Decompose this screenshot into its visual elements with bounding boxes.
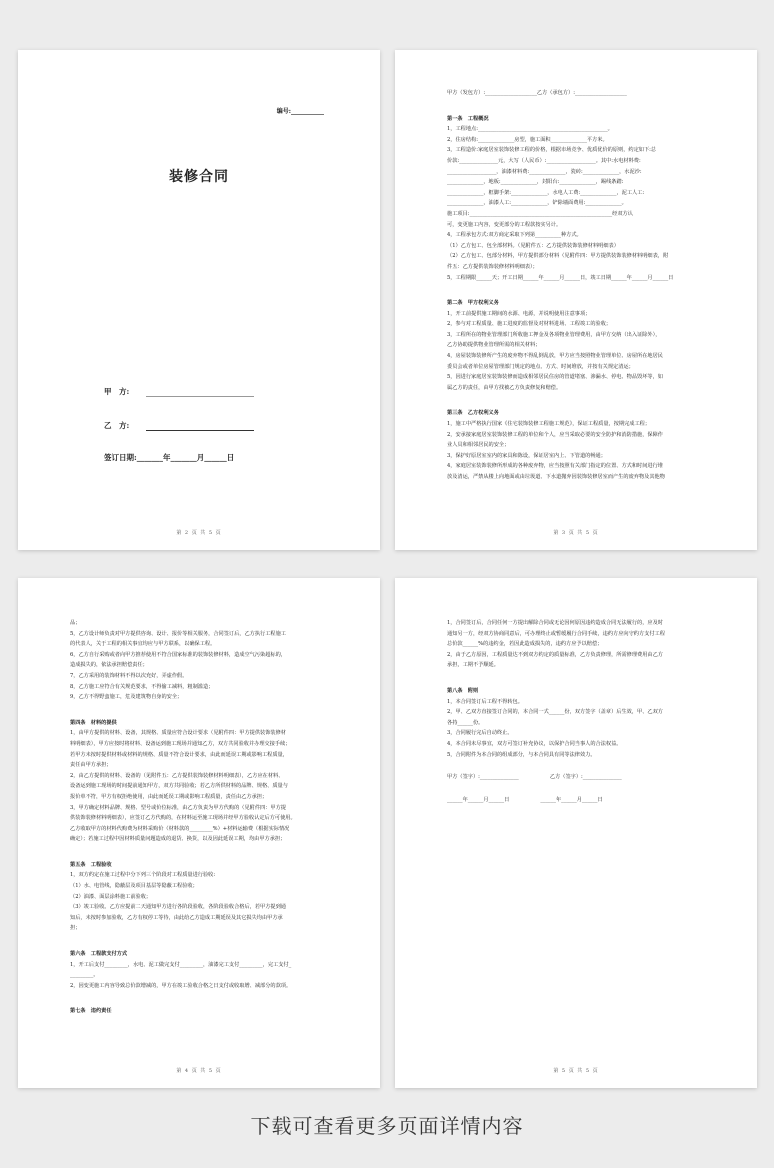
page-footer: 第 4 页 共 5 页	[176, 1068, 222, 1074]
spacer	[447, 393, 705, 399]
text-line: 可，变更施工内容，变更部分的工程款按实另计。	[447, 221, 562, 228]
download-banner: 下载可查看更多页面详情内容	[250, 1114, 524, 1138]
spacer	[70, 703, 328, 709]
text-line: 4，工程承包方式:双方商定采取下列第__________种方式。	[447, 232, 582, 239]
party-a-line	[146, 388, 254, 397]
page-footer: 第 2 页 共 5 页	[176, 530, 222, 536]
text-line: 1，工程地点:__________________________________________________。	[447, 126, 613, 133]
page-body	[447, 88, 705, 483]
text-line: 9，乙方不得野蛮施工，危及建筑物自身的安全；	[70, 694, 183, 701]
text-line: 5，合同附件为本合同的组成部分，与本合同具有同等法律效力。	[447, 751, 596, 758]
text-line: 8，乙方施工应符合有关规范要求，不得偷工减料，粗制滥造；	[70, 683, 214, 690]
text-line: 1，本合同签订后工程不得转包。	[447, 698, 523, 705]
text-line: （1）乙方包工、包全部材料。（见附件五：乙方提供装饰装修材料明细表）	[447, 242, 619, 249]
page-cover	[18, 50, 380, 550]
text-line: 甲方（签字）:_______________ 乙方（签字）:_______________	[447, 774, 622, 781]
text-line: 若甲方未按时提供材料或材料的规格、质量不符合设计要求，由此而延误工期或影响工程质量，	[70, 751, 288, 758]
text-line: 乙方协助提供物业管理所需的相关材料；	[447, 342, 541, 349]
party-b-line	[146, 422, 254, 431]
text-line: ______________，油漆人工:______________，铲除墙面费用:______________。	[447, 200, 627, 207]
sign-date-field: 签订日期:_______年_______月______日	[104, 453, 235, 462]
text-line: 6，乙方自行采购或者向甲方推荐使用不符合国家标准的装饰装修材料，造成空气污染超标的，	[70, 651, 286, 658]
text-line: 总价款______%的违约金，若因此造成损失的，违约方应予以赔偿；	[447, 641, 603, 648]
text-line: 7，乙方采用的装饰材料不得以次充好，弄虚作假。	[70, 672, 188, 679]
text-line: 2，甲、乙双方直接签订合同的，本合同一式______份，双方签字（盖章）后生效，甲、乙双方	[447, 709, 663, 716]
page-body	[447, 618, 705, 805]
text-line: ___________________，油漆材料费:______________，瓷砖:______________，水泥沙:	[447, 168, 642, 175]
text-line: 2，住房结构:______________房型，施工面积______________平方米。	[447, 136, 608, 143]
text-line: 通知另一方，经双方协商同意后，可办理终止或暂缓履行合同手续，违约方应向守约方支付工程	[447, 630, 665, 637]
text-line: 4，房屋装饰装修所产生的废弃物不得乱倒乱放，甲方应当按照物业管理单位、房屋所在地居民	[447, 353, 663, 360]
text-line: ______________，地板:______________，封阳台:______________，踢线条踏:	[447, 179, 624, 186]
text-line: 1，双方约定在施工过程中分下列三个阶段对工程质量进行验收:	[70, 872, 216, 879]
text-line: 2，参与对工程质量、施工进度的监督及对材料进场、工程竣工的验收；	[447, 321, 612, 328]
text-line: 2，由乙方提供的材料、设备的（见附件五：乙方提供装饰装修材料明细表），乙方应在材料、	[70, 772, 284, 779]
text-line: 1，合同签订后，合同任何一方提出解除合同或无论因何原因违约造成合同无法履行的，应及时	[447, 620, 663, 626]
text-line: 1，开工后支付_________，水电、泥工做完支付_________，油漆完工支付_________，完工支付_	[70, 961, 292, 968]
page-3	[395, 50, 757, 550]
text-line: 承担，工期不予顺延。	[447, 662, 499, 669]
text-line: （2）乙方包工、包部分材料，甲方提供部分材料（见附件四：甲方提供装饰装修材料明细表，附	[447, 253, 669, 260]
text-line: 造成损失的，依法承担赔偿责任；	[70, 662, 148, 669]
text-line: ______年______月______日 ______年______月______日	[447, 796, 603, 803]
text-line: （2）油漆、面层涂料施工前验收；	[70, 893, 152, 900]
section-heading: 第三条 乙方权利义务	[447, 410, 499, 417]
section-heading: 第六条 工程款支付方式	[70, 951, 128, 958]
text-line: 担；	[70, 925, 81, 932]
text-line: 2，因变更施工内容导致总价款增减的，甲方在竣工验收合格之日支付或收取增、减部分的款项。	[70, 982, 292, 989]
text-line: 5，乙方设计师负责对甲方提供咨询、设计、报价等相关服务，合同签订后，乙方执行工程施工	[70, 630, 286, 637]
text-line: 的代表人，关于工程的相关事宜均应与甲方联系，以确保工程。	[70, 641, 216, 648]
contract-number: 编号:___________	[276, 108, 324, 115]
text-line: 放及清运，严禁从楼上向地面或由垃圾道、下水道抛弃因装饰装修居室而产生的废弃物及其他物	[447, 474, 665, 480]
text-line: 属乙方的责任，由甲方找被乙方负责修复和赔偿。	[447, 384, 562, 391]
section-heading: 第五条 工程验收	[70, 861, 112, 868]
text-line: 3，保护好原居室室内的家具和陈设，保证居室内上、下管道的畅通；	[447, 452, 606, 459]
page-body	[70, 618, 328, 1017]
party-b-field	[104, 420, 254, 431]
text-line: 责任由甲方承担；	[70, 762, 112, 769]
page-5	[395, 578, 757, 1088]
text-line: 3，工程造价:家庭居室装饰装修工程的价格，根据市场竞争、优质优价的原则，约定如下:总	[447, 147, 657, 154]
text-line: 3，工程所在的物业管理部门所收施工押金及各项物业管理费用，由甲方交纳（出入证除外），	[447, 331, 661, 338]
spacer	[447, 283, 705, 289]
spacer	[447, 99, 705, 105]
text-line: （1）水、电管线，隐蔽层及项目基层等隐蔽工程验收；	[70, 883, 198, 890]
section-heading: 第四条 材料的提供	[70, 719, 117, 726]
text-line: 供装饰装修材料明细表），应签订乙方代购的，在材料运至施工现场并经甲方验收认定后方可使用。	[70, 815, 296, 822]
text-line: 确定）；若施工过程中因材料质量问题造成的退货、换货，以及因此延误工期，均由甲方承担；	[70, 836, 286, 843]
text-line: 品；	[70, 620, 81, 626]
text-line: 施工项目:_______________________________________________________经双方认	[447, 210, 633, 217]
text-line: 2，由于乙方原因，工程质量达不到双方约定的质量标准，乙方负责修理，所需修理费用由乙方	[447, 651, 663, 658]
text-line: 乙方收取甲方的材料代购费为材料采购价（材料款的_________%）+材料运输费（根据实际情况	[70, 825, 290, 832]
section-heading: 第八条 附则	[447, 687, 479, 694]
spacer	[447, 671, 705, 677]
text-line: 各持______份。	[447, 719, 484, 726]
section-heading: 第二条 甲方权利义务	[447, 300, 499, 307]
page-4	[18, 578, 380, 1088]
text-line: 料明细表），甲方应按时将材料、设备运到施工现场并通知乙方，双方共同验收并办理交接手续；	[70, 740, 291, 747]
text-line: 1，施工中严格执行国家《住宅装饰装修工程施工规范》，保证工程质量，按期完成工程；	[447, 421, 651, 428]
text-line: （3）竣工验收。乙方应提前二天通知甲方进行各阶段验收，各阶段验收合格后，若甲方提到通	[70, 904, 286, 911]
page-footer: 第 5 页 共 5 页	[553, 1068, 599, 1074]
text-line: 4，本合同未尽事宜，双方可签订补充协议，以保护合同当事人的合法权益。	[447, 740, 622, 747]
party-a-field	[104, 386, 254, 397]
text-line: 报价单不符，甲方有权拒绝使用，由此而延误工期或影响工程质量，责任由乙方承担；	[70, 793, 268, 800]
text-line: 5，因进行家庭居室装饰装修而造成相邻居民住房的管道堵塞、渗漏水、停电、物品毁坏等，如	[447, 374, 663, 381]
document-title: 装修合同	[169, 169, 229, 185]
text-line: 3，甲方确定材料品牌、规格、型号或价位标准，由乙方负责为甲方代购的（见附件四：甲方提	[70, 804, 286, 811]
text-line: 2，安承接家庭居室装饰装修工程的单位和个人，应当采取必要的安全防护和消防措施，保障作	[447, 431, 663, 438]
text-line: 件五：乙方提供装饰装修材料明细表）；	[447, 263, 538, 270]
text-line: ______________，框脚手架:______________，水电人工费:______________，泥工人工:	[447, 189, 645, 196]
text-line: 1，由甲方提供的材料、设备，其规格、质量应符合设计要求（见附件四：甲方提供装饰装修材	[70, 730, 286, 737]
section-heading: 第七条 违约责任	[70, 1008, 112, 1015]
text-line: 委员会或者单位房屋管理部门规定的地点、方式、时间堆放，并按有关规定清运；	[447, 363, 634, 370]
text-line: 设备运到施工现场的时间提前通知甲方，双方共同验收；若乙方所供材料的品牌、规格、质量与	[70, 783, 288, 790]
text-line: 1，开工前提供施工期间的水源、电源，并说明使用注意事项；	[447, 310, 591, 317]
text-line: 知后，未按时参加验收，乙方有权停工等待，由此给乙方造成工期延误及其它损失均由甲方承	[70, 914, 283, 921]
page-footer: 第 3 页 共 5 页	[553, 530, 599, 536]
text-line: 价款:_______________元，大写（人民币）:___________________。其中:水电材料费:	[447, 157, 641, 164]
text-line: _________。	[70, 972, 99, 979]
spacer	[70, 991, 328, 997]
text-line: 业人员和相邻居民的安全；	[447, 442, 510, 449]
text-line: 5，工程期限______天；开工日期______年______月______日，竣工日期______年______月______日	[447, 274, 674, 281]
text-line: 3，合同履行完后自动终止。	[447, 730, 513, 737]
party-b-label: 乙 方:	[104, 421, 130, 430]
text-line: 甲方（发包方）:____________________乙方（承包方）:____________________	[447, 90, 627, 96]
spacer	[70, 934, 328, 940]
section-heading: 第一条 工程概况	[447, 115, 489, 122]
party-a-label: 甲 方:	[104, 387, 130, 396]
spacer	[70, 845, 328, 851]
text-line: 4，家庭居室装饰装修所形成的各种废弃物，应当按照有关部门指定的位置、方式和时间进行堆	[447, 463, 663, 470]
